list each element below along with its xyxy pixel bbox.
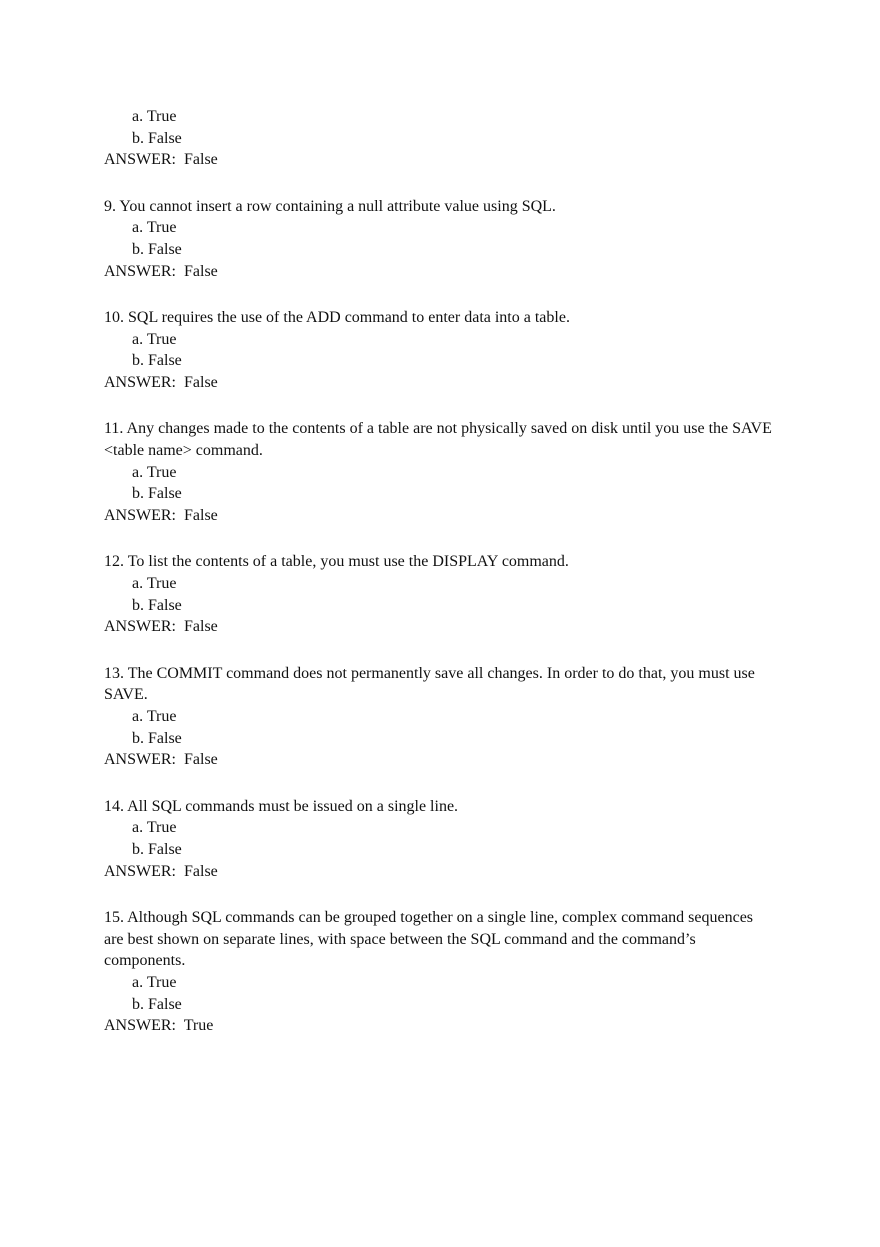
question-text: 9. You cannot insert a row containing a null attribute value using SQL.: [104, 197, 556, 215]
question-text: 15. Although SQL commands can be grouped together on a single line, complex command sequences are best shown on separate lines, with space between the SQL command and the command’s components.: [104, 908, 754, 970]
answer: ANSWER: False: [104, 262, 218, 280]
option-a: a. True: [132, 108, 177, 125]
question-block-fragment: [104, 106, 772, 171]
answer: ANSWER: False: [104, 374, 218, 392]
option-b: b. False: [132, 241, 182, 259]
question-block: [104, 907, 772, 1037]
answer: ANSWER: True: [104, 1017, 214, 1035]
option-a: a. True: [132, 463, 177, 481]
question-block: [104, 551, 772, 638]
option-a: a. True: [132, 974, 177, 991]
option-b: b. False: [132, 596, 182, 614]
question-block: [104, 796, 772, 883]
answer: ANSWER: False: [104, 618, 218, 636]
option-a: a. True: [132, 330, 177, 348]
option-b: b. False: [132, 995, 182, 1013]
question-block: [104, 663, 772, 772]
question-text: 12. To list the contents of a table, you must use the DISPLAY command.: [104, 553, 569, 571]
option-b: b. False: [132, 729, 182, 747]
answer: ANSWER: False: [104, 862, 218, 880]
answer: ANSWER: False: [104, 507, 218, 525]
answer: ANSWER: False: [104, 751, 218, 769]
option-b: b. False: [132, 352, 182, 370]
option-b: b. False: [132, 485, 182, 503]
question-text: 11. Any changes made to the contents of a table are not physically saved on disk until you use the SAVE <table name> command.: [104, 420, 772, 459]
answer: ANSWER: False: [104, 151, 218, 169]
question-block: [104, 196, 772, 283]
question-text: 13. The COMMIT command does not permanently save all changes. In order to do that, you must use SAVE.: [104, 664, 755, 704]
option-a: a. True: [132, 574, 177, 592]
option-b: b. False: [132, 840, 182, 858]
question-block: [104, 307, 772, 394]
option-a: a. True: [132, 707, 177, 725]
option-a: a. True: [132, 819, 177, 837]
question-text: 14. All SQL commands must be issued on a single line.: [104, 797, 459, 815]
option-b: b. False: [132, 129, 182, 147]
question-block: [104, 418, 772, 527]
question-text: 10. SQL requires the use of the ADD command to enter data into a table.: [104, 308, 570, 326]
option-a: a. True: [132, 219, 177, 237]
document-page: [104, 106, 772, 1062]
